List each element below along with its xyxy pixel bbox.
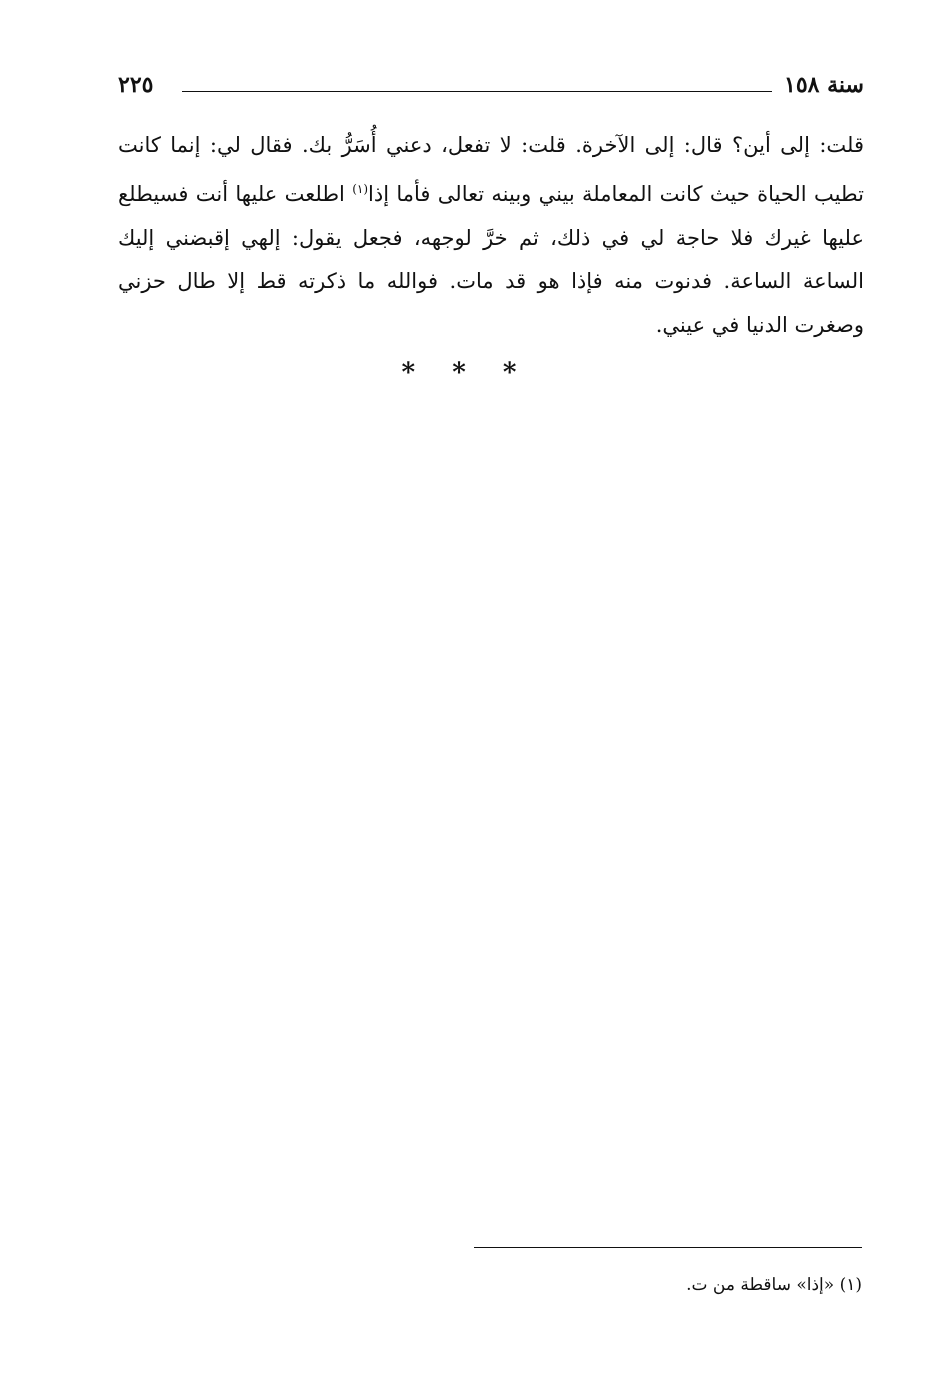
footnote-marker: (١) (352, 181, 369, 196)
page-number: ٢٢٥ (118, 72, 154, 98)
header-rule (182, 91, 772, 92)
paragraph-text-end: اطلعت عليها أنت فسيطلع عليها غيرك فلا حاجة لي في ذلك، ثم خرَّ لوجهه، فجعل يقول: إلهي إقبضني إليك الساعة الساعة. فدنوت منه فإذا هو قد مات. فوالله ما ذكرته قط إلا طال حزني وصغرت الدنيا في عيني. (118, 181, 864, 338)
running-title: سنة ١٥٨ (784, 72, 864, 98)
paragraph-text-start: قلت: إلى أين؟ قال: إلى الآخرة. قلت: لا تفعل، دعني أُسَرُّ بك. فقال لي: إنما كانت تطيب الحياة حيث كانت المعاملة بيني وبينه تعالى فأما إذا (118, 133, 864, 206)
page-header (118, 70, 864, 106)
footnote: (١) «إذا» ساقطة من ت. (686, 1275, 862, 1295)
main-paragraph (118, 124, 864, 348)
section-separator: * * * (401, 358, 531, 388)
footnote-rule (474, 1247, 862, 1248)
